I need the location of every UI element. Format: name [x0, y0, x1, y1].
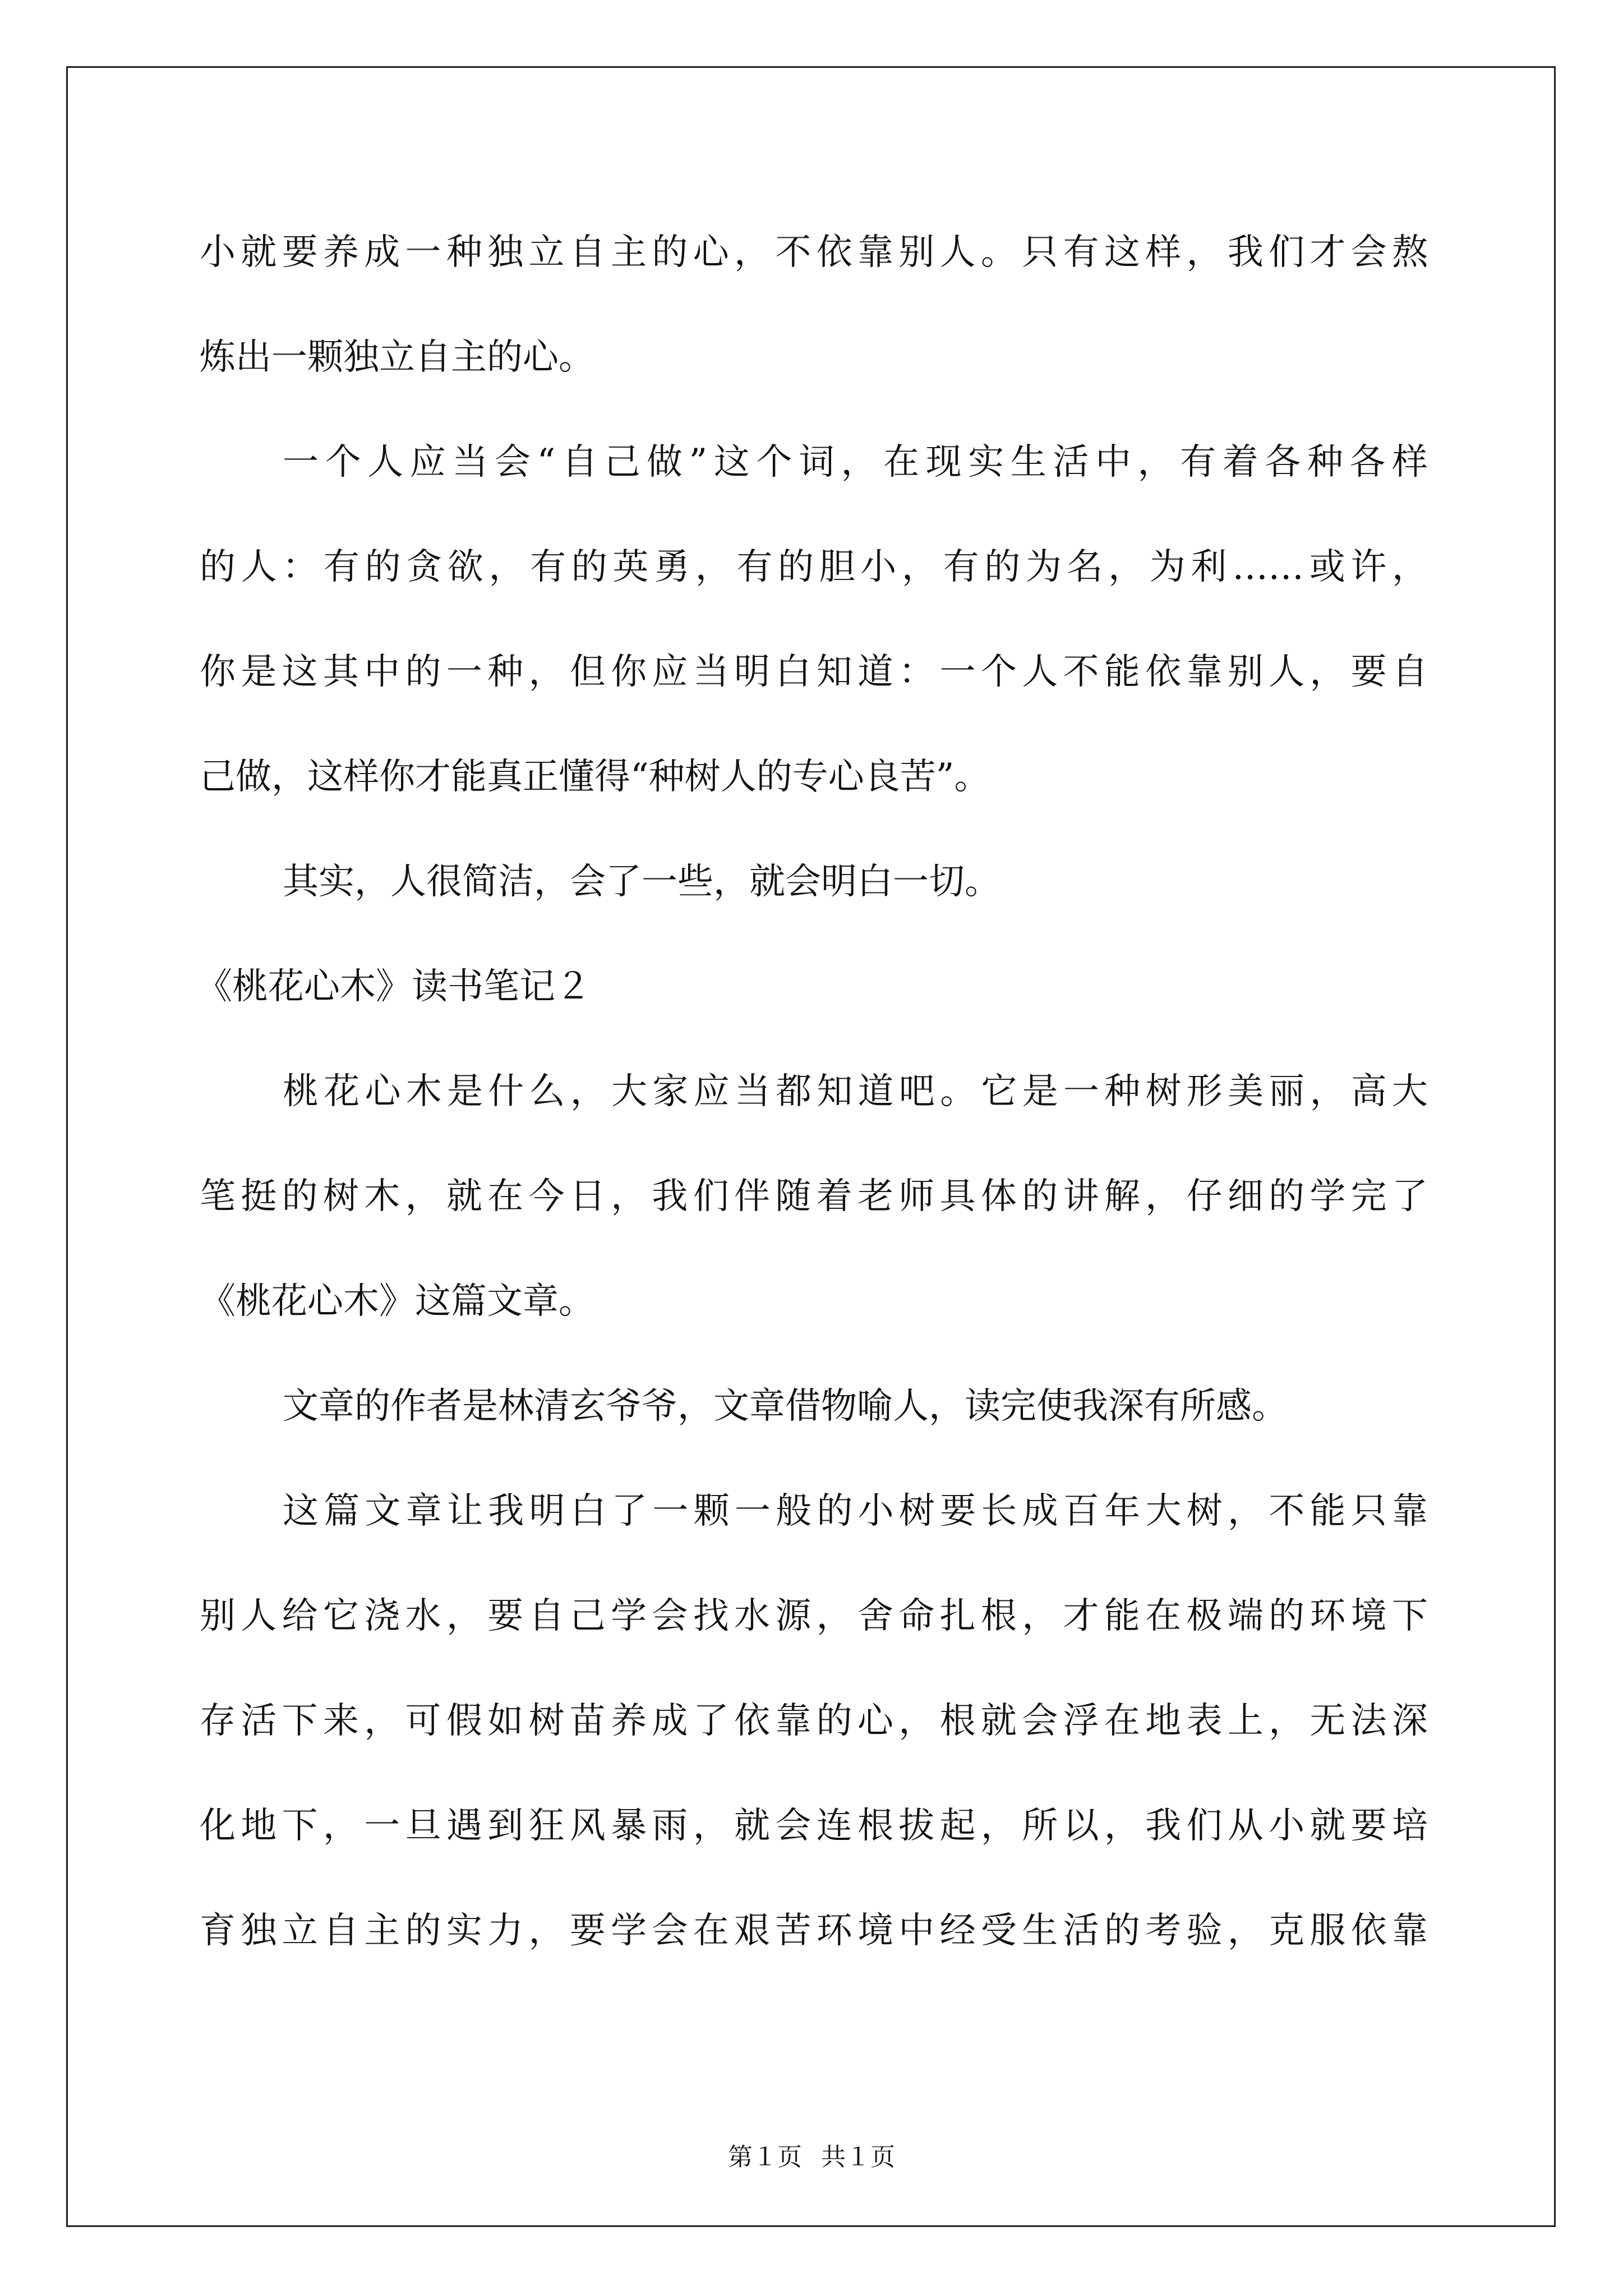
paragraph-start: 这篇文章让我明白了一颗一般的小树要长成百年大树，不能只靠: [283, 1490, 1428, 1532]
text-line: 的人：有的贪欲，有的英勇，有的胆小，有的为名，为利……或许，: [200, 546, 1428, 588]
text-line: 别人给它浇水，要自己学会找水源，舍命扎根，才能在极端的环境下: [200, 1595, 1428, 1637]
text-line: 己做，这样你才能真正懂得“种树人的专心良苦”。: [200, 756, 990, 798]
document-body: [196, 208, 1428, 1991]
text-line: 《桃花心木》这篇文章。: [200, 1281, 594, 1322]
text-line: 笔挺的树木，就在今日，我们伴随着老师具体的讲解，仔细的学完了: [200, 1176, 1428, 1217]
paragraph-start: 桃花心木是什么，大家应当都知道吧。它是一种树形美丽，高大: [283, 1071, 1428, 1112]
text-line: 小就要养成一种独立自主的心，不依靠别人。只有这样，我们才会熬: [200, 232, 1428, 273]
paragraph-start: 其实，人很简洁，会了一些，就会明白一切。: [283, 861, 1000, 903]
paragraph-start: 文章的作者是林清玄爷爷，文章借物喻人，读完使我深有所感。: [283, 1386, 1288, 1427]
page-total: 共１页: [821, 2143, 895, 2171]
text-line: 育独立自主的实力，要学会在艰苦环境中经受生活的考验，克服依靠: [200, 1910, 1428, 1952]
text-line: 化地下，一旦遇到狂风暴雨，就会连根拔起，所以，我们从小就要培: [200, 1805, 1428, 1847]
text-line: 存活下来，可假如树苗养成了依靠的心，根就会浮在地表上，无法深: [200, 1700, 1428, 1742]
paragraph-start: 一个人应当会“自己做”这个词，在现实生活中，有着各种各样: [283, 441, 1428, 483]
page-footer: [0, 2141, 1623, 2174]
section-heading: 《桃花心木》读书笔记２: [196, 966, 591, 1007]
text-line: 你是这其中的一种，但你应当明白知道：一个人不能依靠别人，要自: [200, 651, 1428, 693]
page-number: 第１页: [728, 2143, 802, 2171]
text-line: 炼出一颗独立自主的心。: [200, 337, 594, 378]
